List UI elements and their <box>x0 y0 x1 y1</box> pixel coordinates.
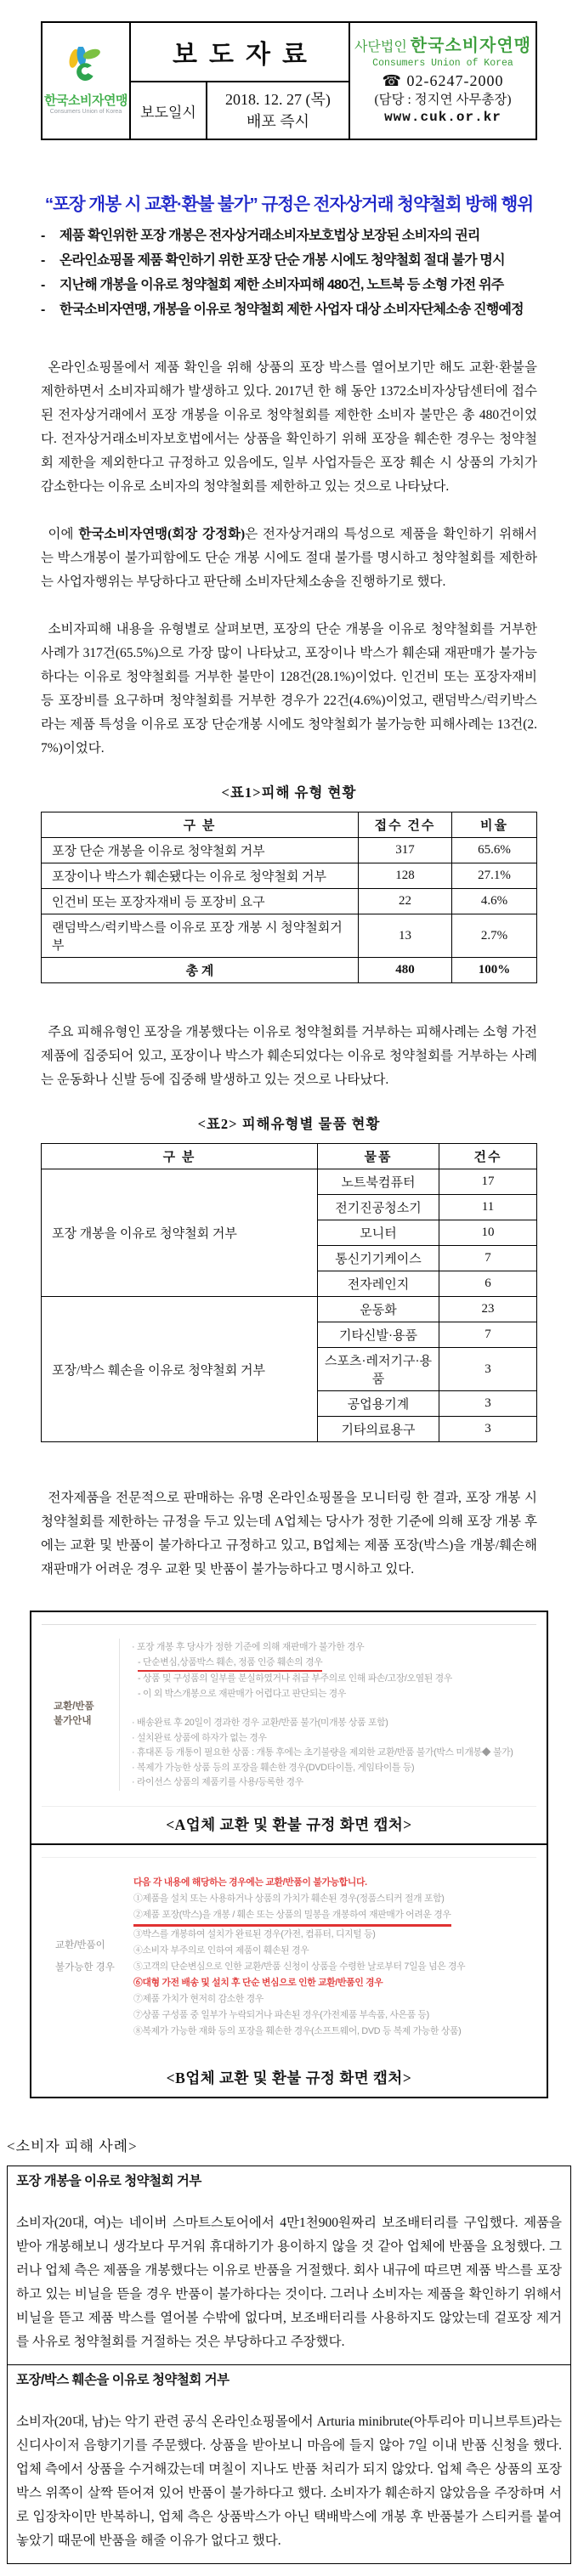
table-damage-types <box>41 812 537 983</box>
capture-a-rules: · 포장 개봉 후 당사가 정한 기준에 의해 재판매가 불가한 경우 - 단순변심,상품박스 훼손, 정품 인증 훼손의 경우 - 상품 및 구성품의 일부를 분실하였거나 취급 부주의로 인해 파손/고장/오염된 경우 - 이 외 박스개봉으로 재판매가 어렵다고 판단되는 경우 · 배송완료 후 20일이 경과한 경우 교환/반품 불가(미개봉 상품 포함) · 설치완료 상품에 하자가 없는 경우 · 휴대폰 등 개통이 필요한 상품 : 개통 후에는 초기불량을 제외한 교환/반품 불가(박스 미개봉◆ 불가) · 복제가 가능한 상품 등의 포장을 훼손한 경우(DVD타이틀, 게임타이틀 등) · 라이선스 상품의 제품키를 사용/등록한 경우 <box>132 1642 513 1787</box>
table-row: 포장 단순 개봉을 이유로 청약철회 거부 317 65.6% <box>42 838 537 863</box>
table-row: 전기진공청소기 11 <box>42 1195 537 1220</box>
case-1-title: 포장 개봉을 이유로 청약철회 거부 <box>16 2173 201 2188</box>
capture-a-screenshot <box>42 1624 536 1807</box>
case-box-1 <box>7 2166 571 2365</box>
table-row: 통신기기케이스 7 <box>42 1246 537 1271</box>
table-row: 기타신발·용품 7 <box>42 1322 537 1348</box>
table-row: 기타의료용구 3 <box>42 1417 537 1442</box>
table-row: 랜덤박스/럭키박스를 이유로 포장 개봉 시 청약철회거부 13 2.7% <box>42 914 537 958</box>
logo-org-name-en: Consumers Union of Korea <box>49 109 122 115</box>
red-intro-line: 다음 각 내용에 해당하는 경우에는 교환/반품이 불가능합니다. <box>133 1877 367 1888</box>
table-row: 포장이나 박스가 훼손됐다는 이유로 청약철회 거부 128 27.1% <box>42 863 537 889</box>
paragraph-1: 온라인쇼핑몰에서 제품 확인을 위해 상품의 포장 박스를 열어보기만 해도 교환·환불을 제한하면서 소비자피해가 발생하고 있다. 2017년 한 해 동안 1372소비자상담센터에 접수된 전자상거래에서 포장 개봉을 이유로 청약철회를 제한한 소비자 불만은 총 480건이었다. 전자상거래소비자보호법에서는 상품을 확인하기 위해 포장을 훼손한 경우는 청약철회 제한을 제외한다고 규정하고 있음에도, 일부 사업자들은 포장 훼손 시 상품의 가치가 감소한다는 이유로 소비자의 청약철회를 제한하고 있는 것으로 나타났다. <box>41 360 537 494</box>
release-label: 보도일시 <box>131 82 207 139</box>
capture-a-label: 교환/반품 불가안내 <box>42 1639 120 1791</box>
org-bold-mention: 한국소비자연맹(회장 강정화) <box>78 527 246 541</box>
paragraph-4: 주요 피해유형인 포장을 개봉했다는 이유로 청약철회를 거부하는 피해사례는 소형 가전제품에 집중되어 있고, 포장이나 박스가 훼손되었다는 이유로 청약철회를 거부하는 사례는 운동화나 신발 등에 집중해 발생하고 있는 것으로 나타났다. <box>41 1025 537 1087</box>
capture-b-rules: 다음 각 내용에 해당하는 경우에는 교환/반품이 불가능합니다. ①제품을 설치 또는 사용하거나 상품의 가치가 훼손된 경우(정품스티커 절개 포함) ②제품 포장(박스)을 개봉 / 훼손 또는 상품의 밀봉을 개봉하여 재판매가 어려운 경우 ③박스를 개봉하여 설치가 완료된 경우(가전, 컴퓨터, 디지털 등) ④소비자 부주의로 인하여 제품이 훼손된 경우 ⑤고객의 단순변심으로 인한 교환/반품 신청이 상품을 수령한 날로부터 7일을 넘은 경우 ⑥대형 가전 배송 및 설치 후 단순 변심으로 인한 교환/반품인 경우 ⑦제품 가치가 현저히 감소한 경우 ⑦상품 구성품 중 일부가 누락되거나 파손된 경우(가전제품 부속품, 사은품 등) ⑧복제가 가능한 재화 등의 포장을 훼손한 경우(소프트웨어, DVD 등 복제 가능한 상품) <box>127 1875 536 2040</box>
doc-type-title: 보도자료 <box>131 23 348 82</box>
case-2-title: 포장/박스 훼손을 이유로 청약철회 거부 <box>16 2372 230 2387</box>
case-2-body: 소비자(20대, 남)는 악기 관련 공식 온라인쇼핑몰에서 Arturia minibrute(아투리아 미니브루트)라는 신디사이저 음향기기를 주문했다. 상품을 받아보니 마음에 들지 않아 7일 이내 반품 신청을 했다. 업체 측에서 상품을 수거해갔는데 며칠이 지나도 반품 처리가 되지 않았다. 업체 측은 상품의 포장박스 위쪽이 살짝 뜯어져 있어 반품이 불가하다고 했다. 소비자가 훼손하지 않았음을 주장하며 서로 입장차이만 반복하니, 업체 측은 상품박스가 아닌 택배박스에 개봉 후 반품불가 스티커를 붙여놓았기 때문에 반품을 해줄 이유가 없다고 했다. <box>16 2414 562 2548</box>
org-info-cell <box>350 23 536 139</box>
case-box-2 <box>7 2365 571 2564</box>
phone-number: 02-6247-2000 <box>406 72 504 90</box>
table-row: 포장/박스 훼손을 이유로 청약철회 거부 운동화 23 <box>42 1297 537 1322</box>
headline-bullet: - 한국소비자연맹, 개봉을 이유로 청약철회 제한 사업자 대상 소비자단체소송 진행예정 <box>41 303 524 317</box>
table-row: 전자레인지 6 <box>42 1271 537 1297</box>
capture-a-box <box>30 1611 548 1845</box>
table-damage-items <box>41 1143 537 1442</box>
red-bold-rule: ⑥대형 가전 배송 및 설치 후 단순 변심으로 인한 교환/반품인 경우 <box>133 1977 383 1988</box>
release-timing: 배포 즉시 <box>246 113 310 130</box>
page-title: “포장 개봉 시 교환·환불 불가” 규정은 전자상거래 청약철회 방해 행위 <box>44 195 534 214</box>
table-total-row: 총 계 480 100% <box>42 958 537 983</box>
headline-bullet: - 지난해 개봉을 이유로 청약철회 제한 소비자피해 480건, 노트북 등 소형 가전 위주 <box>41 278 504 292</box>
phone-icon: ☎ <box>382 72 402 90</box>
table-header-row: 구 분 접수 건수 비율 <box>42 812 537 838</box>
table-header-row: 구 분 물품 건수 <box>42 1144 537 1169</box>
table-row: 스포츠·레저기구·용품 3 <box>42 1348 537 1391</box>
release-date: 2018. 12. 27 (목) <box>225 90 331 108</box>
phone-line <box>382 71 504 91</box>
capture-a-caption: <A업체 교환 및 환불 규정 화면 캡처> <box>166 1815 412 1833</box>
case-1-body: 소비자(20대, 여)는 네이버 스마트스토어에서 4만1천900원짜리 보조배터리를 구입했다. 제품을 받아 개봉해보니 생각보다 무거워 휴대하기가 용이하지 않을 것 같아 업체에 반품을 요청했다. 그러나 업체 측은 제품을 개봉했다는 이유로 반품을 거절했다. 회사 내규에 따르면 제품 박스를 포장하고 있는 비닐을 뜯을 경우 반품이 불가하다는 것이다. 그러나 소비자는 제품을 확인하기 위해서 비닐을 뜯고 제품 박스를 열어볼 수밖에 없다며, 보조배터리를 사용하지도 않았는데 겉포장 제거를 사유로 청약철회를 거절하는 것은 부당하다고 주장했다. <box>16 2215 562 2349</box>
capture-b-caption: <B업체 교환 및 환불 규정 화면 캡처> <box>166 2069 412 2086</box>
red-underlined-rule: ②제품 포장(박스)을 개봉 / 훼손 또는 상품의 밀봉을 개봉하여 재판매가 어려운 경우 <box>133 1907 451 1927</box>
cuk-logo-icon <box>64 47 108 89</box>
capture-b-box <box>30 1845 548 2098</box>
paragraph-2: 이에 한국소비자연맹(회장 강정화)은 전자상거래의 특성으로 제품을 확인하기 위해서는 박스개봉이 불가피함에도 단순 개봉 시에도 절대 불가를 명시하고 청약철회를 제한하는 사업자행위는 부당하다고 판단해 소비자단체소송을 진행하기로 했다. <box>41 527 537 589</box>
release-datetime <box>207 82 348 139</box>
org-name-line: 사단법인 한국소비자연맹 <box>354 37 532 56</box>
website-url: www.cuk.or.kr <box>384 109 502 125</box>
contact-person: (담당 : 정지연 사무총장) <box>374 92 512 107</box>
table1-caption: <표1>피해 유형 현황 <box>221 784 357 801</box>
headline-bullets <box>41 224 537 322</box>
header-table <box>41 21 537 140</box>
red-underlined-rule: - 단순변심,상품박스 훼손, 정품 인증 훼손의 경우 <box>138 1656 322 1673</box>
headline-block <box>41 190 537 322</box>
table-row: 공업용기계 3 <box>42 1391 537 1417</box>
org-name-en: Consumers Union of Korea <box>372 58 513 70</box>
capture-b-label: 교환/반품이 불가능한 경우 <box>55 1940 115 1973</box>
headline-bullet: - 온라인쇼핑몰 제품 확인하기 위한 포장 단순 개봉 시에도 청약철회 절대 불가 명시 <box>41 253 505 268</box>
table2-caption: <표2> 피해유형별 물품 현황 <box>197 1116 381 1132</box>
logo-org-name: 한국소비자연맹 <box>44 93 128 108</box>
paragraph-5: 전자제품을 전문적으로 판매하는 유명 온라인쇼핑몰을 모니터링 한 결과, 포장 개봉 시 청약철회를 제한하는 규정을 두고 있는데 A업체는 당사가 정한 기준에 의해 포장 개봉 후에는 교환 및 반품이 불가하다고 규정하고 있고, B업체는 제품 포장(박스)을 개봉/훼손해 재판매가 어려운 경우 교환 및 반품이 불가능하다고 명시하고 있다. <box>41 1491 537 1577</box>
headline-bullet: - 제품 확인위한 포장 개봉은 전자상거래소비자보호법상 보장된 소비자의 권리 <box>41 229 480 243</box>
doc-type-cell <box>131 23 350 139</box>
table-row: 포장 개봉을 이유로 청약철회 거부 노트북컴퓨터 17 <box>42 1169 537 1195</box>
table-row: 인건비 또는 포장자재비 등 포장비 요구 22 4.6% <box>42 889 537 914</box>
table-row: 모니터 10 <box>42 1220 537 1246</box>
capture-b-screenshot <box>42 1857 536 2060</box>
logo-cell <box>42 23 131 139</box>
paragraph-3: 소비자피해 내용을 유형별로 살펴보면, 포장의 단순 개봉을 이유로 청약철회를 거부한 사례가 317건(65.5%)으로 가장 많이 나타났고, 포장이나 박스가 훼손돼 재판매가 불가능하다는 이유로 청약철회를 거부한 불만이 128건(28.1%)이었다. 인건비 또는 포장자재비 등 포장비를 요구하며 청약철회를 거부한 경우가 22건(4.6%)이었고, 랜덤박스/럭키박스라는 제품 특성을 이유로 포장 단순개봉 시에도 청약철회가 불가능한 피해사례는 13건(2.7%)이었다. <box>41 622 537 756</box>
cases-section-title: <소비자 피해 사례> <box>7 2137 138 2154</box>
